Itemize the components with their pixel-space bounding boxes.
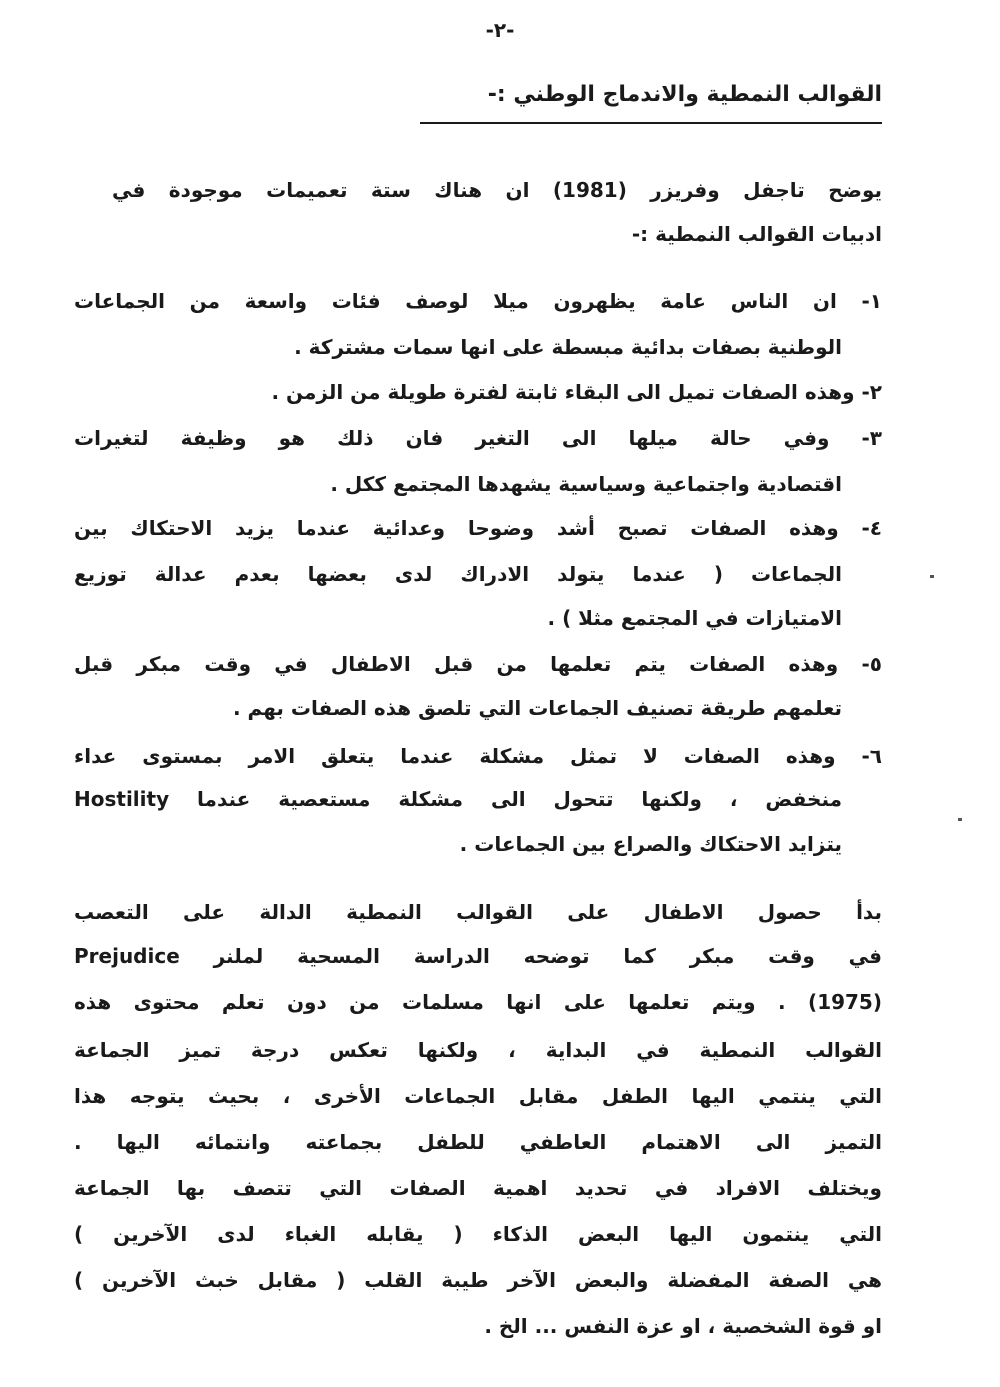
paragraph-line-7: ويختلف الافراد في تحديد اهمية الصفات التي تتصف بها الجماعة xyxy=(74,1176,882,1200)
list-item-5-line-2: تعلمهم طريقة تصنيف الجماعات التي تلصق هذه الصفات بهم . xyxy=(232,696,842,720)
list-item-6-line-1: ٦- وهذه الصفات لا تمثل مشكلة عندما يتعلق الامر بمستوى عداء xyxy=(74,744,882,768)
list-item-3-line-2: اقتصادية واجتماعية وسياسية يشهدها المجتمع ككل . xyxy=(330,472,842,496)
list-item-3-line-1: ٣- وفي حالة ميلها الى التغير فان ذلك هو وظيفة لتغيرات xyxy=(74,426,882,450)
scan-speck xyxy=(930,575,934,578)
list-item-1-line-1: ١- ان الناس عامة يظهرون ميلا لوصف فئات واسعة من الجماعات xyxy=(74,289,882,313)
paragraph-line-8: التي ينتمون اليها البعض الذكاء ( يقابله الغباء لدى الآخرين ) xyxy=(74,1222,882,1246)
paragraph-line-4: القوالب النمطية في البداية ، ولكنها تعكس درجة تميز الجماعة xyxy=(74,1038,882,1062)
paragraph-line-1: بدأ حصول الاطفال على القوالب النمطية الدالة على التعصب xyxy=(74,900,882,924)
list-item-2-line-1: ٢- وهذه الصفات تميل الى البقاء ثابتة لفترة طويلة من الزمن . xyxy=(271,380,882,404)
intro-line-2: ادبيات القوالب النمطية :- xyxy=(631,222,882,246)
paragraph-line-10: او قوة الشخصية ، او عزة النفس ... الخ . xyxy=(484,1314,882,1338)
heading-underline xyxy=(420,122,882,124)
paragraph-line-2: Prejudice في وقت مبكر كما توضحه الدراسة المسحية لملنر xyxy=(74,944,882,968)
list-item-6-line-2: Hostility منخفض ، ولكنها تتحول الى مشكلة مستعصية عندما xyxy=(74,787,842,811)
page-number: -٢- xyxy=(485,18,515,42)
paragraph-line-6: التميز الى الاهتمام العاطفي للطفل بجماعته وانتمائه اليها . xyxy=(74,1130,882,1154)
paragraph-line-5: التي ينتمي اليها الطفل مقابل الجماعات الأخرى ، بحيث يتوجه هذا xyxy=(74,1084,882,1108)
intro-line-1: يوضح تاجفل وفريزر (1981) ان هناك ستة تعميمات موجودة في xyxy=(112,178,882,202)
list-item-6-line-3: يتزايد الاحتكاك والصراع بين الجماعات . xyxy=(459,832,842,856)
section-heading: القوالب النمطية والاندماج الوطني :- xyxy=(487,82,882,107)
paragraph-line-9: هي الصفة المفضلة والبعض الآخر طيبة القلب ( مقابل خبث الآخرين ) xyxy=(74,1268,882,1292)
list-item-5-line-1: ٥- وهذه الصفات يتم تعلمها من قبل الاطفال في وقت مبكر قبل xyxy=(74,652,882,676)
list-item-1-line-2: الوطنية بصفات بدائية مبسطة على انها سمات مشتركة . xyxy=(294,335,842,359)
scan-speck xyxy=(958,818,962,821)
list-item-4-line-1: ٤- وهذه الصفات تصبح أشد وضوحا وعدائية عندما يزيد الاحتكاك بين xyxy=(74,516,882,540)
list-item-4-line-3: الامتيازات في المجتمع مثلا ) . xyxy=(547,606,842,630)
paragraph-line-3: (1975) . ويتم تعلمها على انها مسلمات من دون تعلم محتوى هذه xyxy=(74,990,882,1014)
list-item-4-line-2: الجماعات ( عندما يتولد الادراك لدى بعضها بعدم عدالة توزيع xyxy=(74,562,842,586)
